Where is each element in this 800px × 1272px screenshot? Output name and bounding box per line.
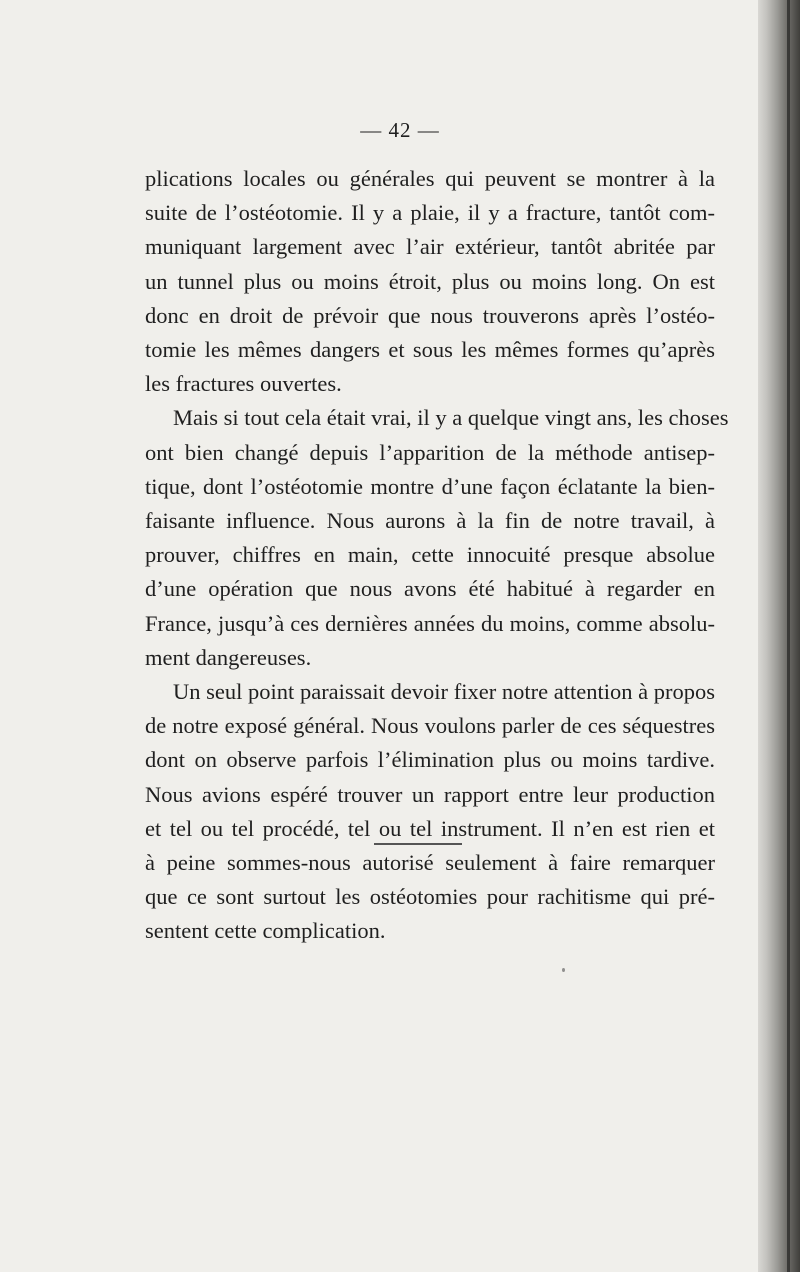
text-line: prouver, chiffres en main, cette innocuité presque absolue — [145, 542, 715, 568]
text-line: dont on observe parfois l’élimination plus ou moins tardive. — [145, 747, 715, 773]
text-line: Mais si tout cela était vrai, il y a quelque vingt ans, les choses — [173, 405, 729, 431]
text-line: Un seul point paraissait devoir fixer notre attention à propos — [173, 679, 715, 705]
text-line: faisante influence. Nous aurons à la fin de notre travail, à — [145, 508, 715, 534]
text-line: suite de l’ostéotomie. Il y a plaie, il y a fracture, tantôt com- — [145, 200, 715, 226]
text-line: de notre exposé général. Nous voulons parler de ces séquestres — [145, 713, 715, 739]
text-line: ment dangereuses. — [145, 644, 312, 670]
section-divider — [374, 843, 462, 845]
ink-speck — [562, 968, 565, 972]
text-line: Nous avions espéré trouver un rapport entre leur production — [145, 781, 715, 807]
page-edge — [787, 0, 790, 1272]
text-line: que ce sont surtout les ostéotomies pour rachitisme qui pré- — [145, 884, 715, 910]
text-line: un tunnel plus ou moins étroit, plus ou moins long. On est — [145, 268, 715, 294]
text-line: d’une opération que nous avons été habitué à regarder en — [145, 576, 715, 602]
text-line: sentent cette complication. — [145, 918, 386, 944]
text-line: les fractures ouvertes. — [145, 371, 342, 397]
page-number: — 42 — — [360, 118, 440, 142]
text-line: donc en droit de prévoir que nous trouverons après l’ostéo- — [145, 302, 715, 328]
text-line: tique, dont l’ostéotomie montre d’une façon éclatante la bien- — [145, 473, 715, 499]
text-line: plications locales ou générales qui peuvent se montrer à la — [145, 166, 715, 191]
text-line: muniquant largement avec l’air extérieur, tantôt abritée par — [145, 234, 715, 260]
body-text — [145, 162, 729, 949]
text-line: et tel ou tel procédé, tel ou tel instrument. Il n’en est rien et — [145, 815, 715, 841]
text-line: tomie les mêmes dangers et sous les mêmes formes qu’après — [145, 337, 715, 363]
text-line: France, jusqu’à ces dernières années du moins, comme absolu- — [145, 610, 715, 636]
text-line: ont bien changé depuis l’apparition de la méthode antisep- — [145, 439, 715, 465]
book-spine-shadow — [758, 0, 800, 1272]
text-line: à peine sommes-nous autorisé seulement à faire remarquer — [145, 850, 715, 876]
